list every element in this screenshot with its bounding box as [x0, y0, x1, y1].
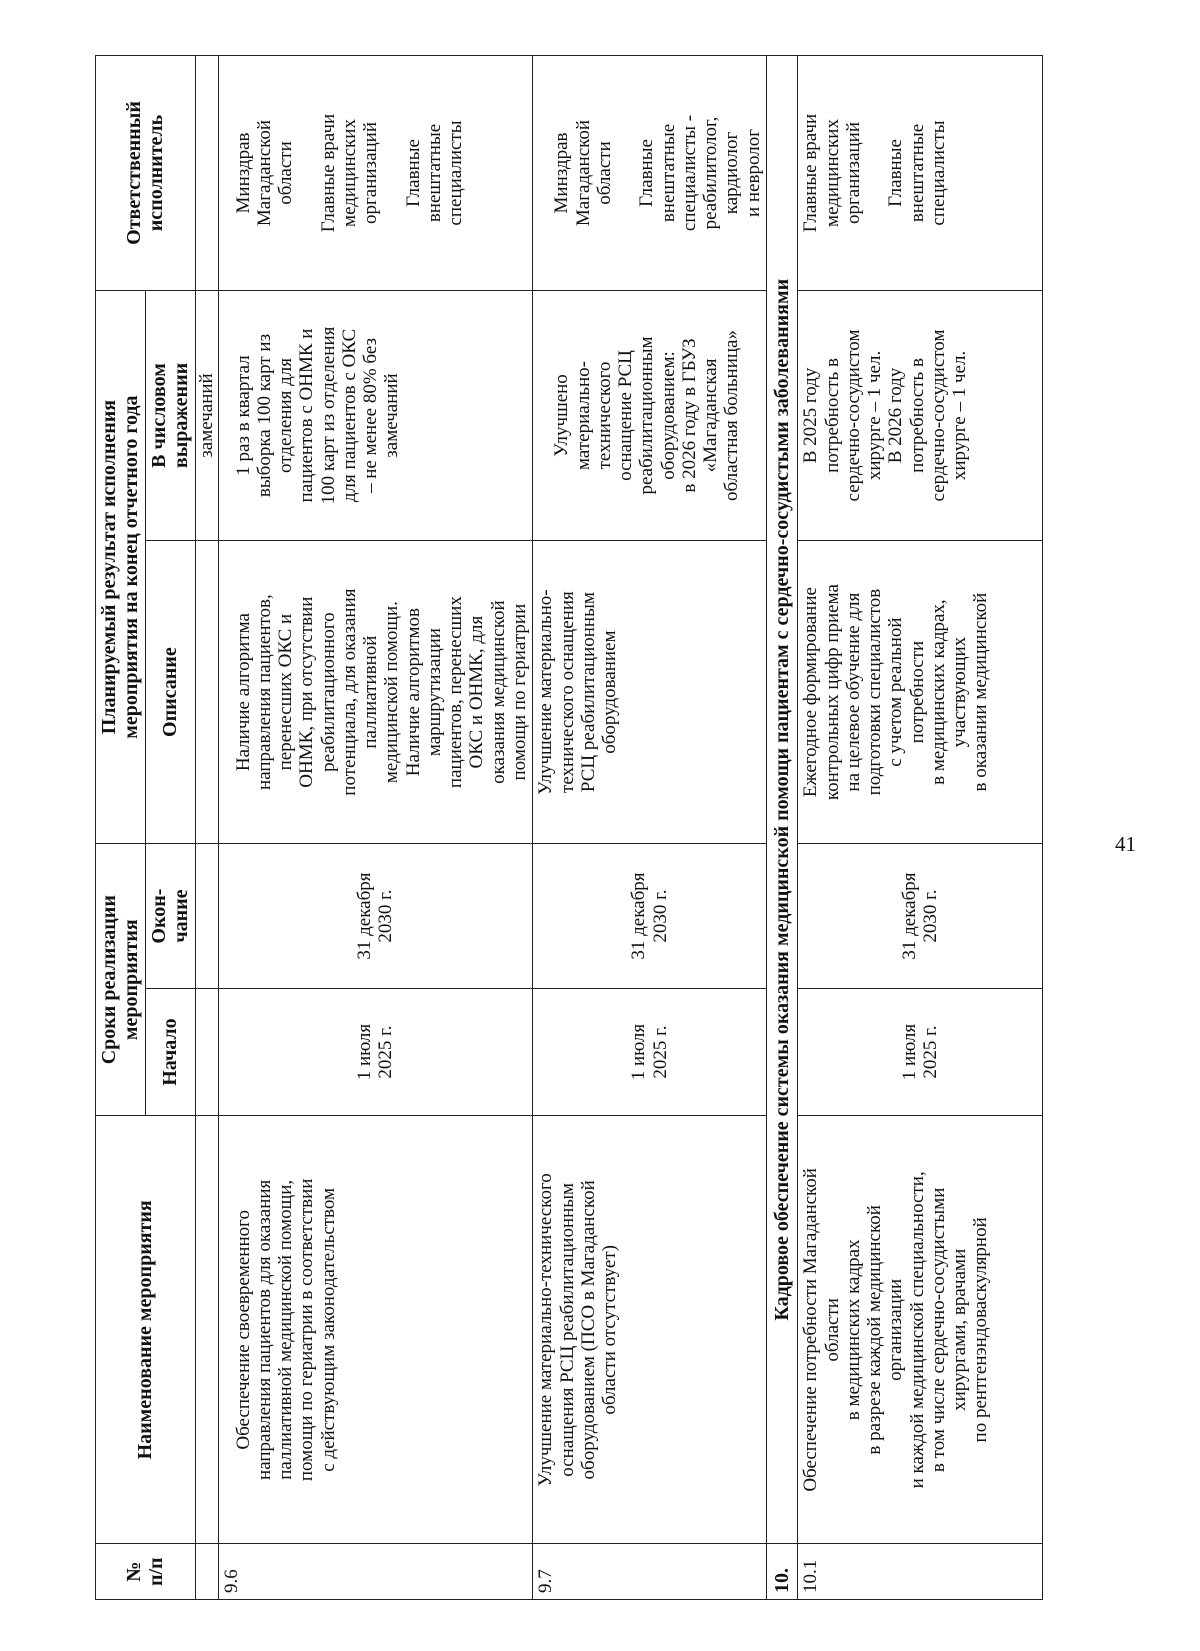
rotated-page	[95, 55, 1160, 1600]
row-start: 1 июля 2025 г.	[798, 988, 1043, 1115]
row-name: Обеспечение потребности Магаданской области в медицинских кадрах в разрезе каждой медицинской организации и каждой медицинской специальности, в том числе сердечно-сосудистыми хирургами, врачами по рентгенэндоваскулярной	[798, 1116, 1043, 1544]
section-row	[766, 56, 797, 1600]
page-number: 41	[1115, 832, 1136, 856]
carry-over-row	[195, 56, 218, 1600]
row-numeric: В 2025 году потребность в сердечно-сосудистом хирурге – 1 чел. В 2026 году потребность в сердечно-сосудистом хирурге – 1 чел.	[798, 290, 1043, 540]
header-description: Описание	[145, 540, 195, 843]
row-responsible: Минздрав Магаданской области Главные внештатные специалисты - реабилитолог, кардиолог и невролог	[533, 56, 767, 291]
row-description: Ежегодное формирование контрольных цифр приема на целевое обучение для подготовки специалистов с учетом реальной потребности в медицинских кадрах, участвующих в оказании медицинской	[798, 540, 1043, 843]
header-end: Окон- чание	[145, 844, 195, 989]
row-num: 10.1	[798, 1544, 1043, 1600]
row-name: Обеспечение своевременного направления пациентов для оказания паллиативной медицинской помощи, помощи по гериатрии в соответствии с действующим законодательством	[218, 1116, 533, 1544]
row-num: 9.6	[218, 1544, 533, 1600]
row-description: Наличие алгоритма направления пациентов, перенесших ОКС и ОНМК, при отсутствии реабилитационного потенциала, для оказания паллиативной медицинской помощи. Наличие алгоритмов маршрутизации пациентов, перенесших ОКС и ОНМК, для оказания медицинской помощи по гериатрии	[218, 540, 533, 843]
row-end: 31 декабря 2030 г.	[218, 844, 533, 989]
row-start: 1 июля 2025 г.	[218, 988, 533, 1115]
carry-over-numeric: замечаний	[195, 290, 218, 540]
header-result: Планируемый результат исполнения мероприятия на конец отчетного года	[96, 290, 146, 843]
table-row	[218, 56, 533, 1600]
section-title: Кадровое обеспечение системы оказания медицинской помощи пациентам с сердечно-сосудистыми заболеваниями	[766, 56, 797, 1544]
table-row	[533, 56, 767, 1600]
row-end: 31 декабря 2030 г.	[798, 844, 1043, 989]
header-start: Начало	[145, 988, 195, 1115]
header-num: № п/п	[96, 1544, 196, 1600]
row-numeric: Улучшено материально- технического оснащение РСЦ реабилитационным оборудованием: в 2026 году в ГБУЗ «Магаданская областная больница»	[533, 290, 767, 540]
row-end: 31 декабря 2030 г.	[533, 844, 767, 989]
row-description: Улучшение материально- технического оснащения РСЦ реабилитационным оборудованием	[533, 540, 767, 843]
row-name: Улучшение материально-технического оснащения РСЦ реабилитационным оборудованием (ПСО в Магаданской области отсутствует)	[533, 1116, 767, 1544]
row-num: 9.7	[533, 1544, 767, 1600]
measures-table	[95, 55, 1043, 1600]
table-row	[798, 56, 1043, 1600]
row-responsible: Главные врачи медицинских организаций Главные внештатные специалисты	[798, 56, 1043, 291]
header-numeric: В числовом выражении	[145, 290, 195, 540]
section-num: 10.	[766, 1544, 797, 1600]
row-numeric: 1 раз в квартал выборка 100 карт из отделения для пациентов с ОНМК и 100 карт из отделения для пациентов с ОКС – не менее 80% без замечаний	[218, 290, 533, 540]
header-name: Наименование мероприятия	[96, 1116, 196, 1544]
row-start: 1 июля 2025 г.	[533, 988, 767, 1115]
header-terms: Сроки реализации мероприятия	[96, 844, 146, 1116]
header-row-1	[96, 56, 146, 1600]
header-responsible: Ответственный исполнитель	[96, 56, 196, 291]
row-responsible: Минздрав Магаданской области Главные врачи медицинских организаций Главные внештатные специалисты	[218, 56, 533, 291]
